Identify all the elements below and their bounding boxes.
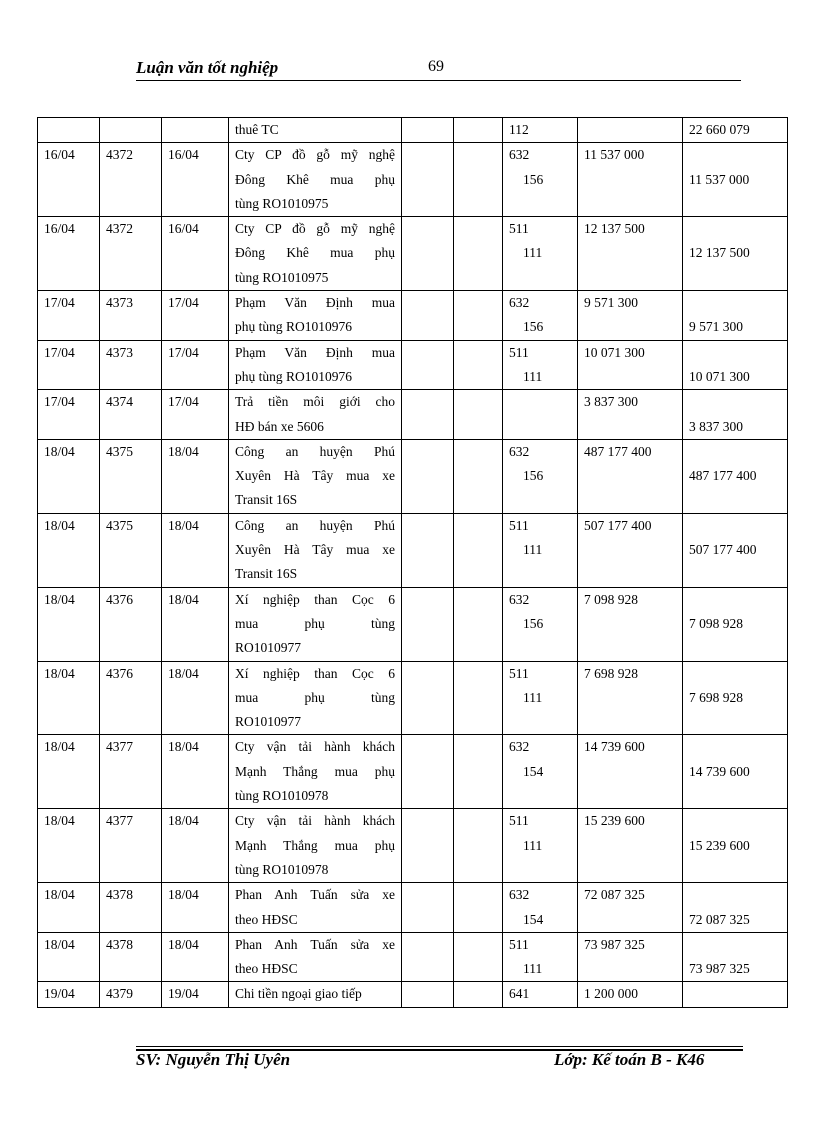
cell-voucher-date: 18/04 (162, 809, 229, 883)
table-row (38, 587, 788, 661)
cell-date (38, 118, 100, 143)
cell-blank-1 (402, 513, 454, 587)
cell-voucher-date (162, 118, 229, 143)
cell-date: 16/04 (38, 143, 100, 217)
amount-value (689, 982, 781, 1006)
amount-value: 9 571 300 (584, 295, 638, 311)
cell-date: 18/04 (38, 587, 100, 661)
description-line: tùng RO1010978 (235, 788, 329, 804)
cell-voucher-no: 4375 (100, 439, 162, 513)
description-line: Xuyên Hà Tây mua xe (235, 542, 395, 558)
cell-blank-1 (402, 390, 454, 440)
cell-description (229, 735, 402, 809)
amount-value (689, 883, 781, 907)
amount-value (584, 118, 676, 142)
description-line: Cty CP đồ gỗ mỹ nghệ (235, 221, 395, 237)
cell-description (229, 291, 402, 341)
description-line: Transit 16S (235, 566, 298, 582)
account-code: 111 (523, 368, 543, 384)
account-code: 111 (523, 542, 543, 558)
cell-amount-credit (683, 291, 788, 341)
cell-blank-1 (402, 439, 454, 513)
description-line: phụ tùng RO1010976 (235, 368, 353, 384)
cell-amount-credit (683, 390, 788, 440)
table-row (38, 118, 788, 143)
description-line: Trả tiền môi giới cho (235, 394, 395, 410)
cell-voucher-no (100, 118, 162, 143)
cell-account (503, 340, 578, 390)
cell-account (503, 291, 578, 341)
cell-description (229, 390, 402, 440)
account-code: 111 (523, 689, 543, 705)
cell-voucher-no: 4377 (100, 735, 162, 809)
cell-account (503, 661, 578, 735)
cell-amount-debit (578, 390, 683, 440)
cell-amount-credit (683, 217, 788, 291)
account-code: 156 (523, 468, 544, 484)
cell-amount-debit (578, 513, 683, 587)
amount-value: 7 098 928 (584, 591, 638, 607)
description-line: Xí nghiệp than Cọc 6 (235, 591, 395, 607)
ledger-body (38, 118, 788, 1008)
table-row (38, 982, 788, 1007)
cell-blank-2 (454, 587, 503, 661)
account-code: 111 (523, 961, 543, 977)
description-line: Mạnh Thắng mua phụ (235, 837, 395, 853)
cell-voucher-no: 4376 (100, 661, 162, 735)
cell-voucher-date: 19/04 (162, 982, 229, 1007)
cell-description (229, 439, 402, 513)
description-line: mua phụ tùng (235, 689, 395, 705)
table-row (38, 809, 788, 883)
amount-value: 7 698 928 (584, 665, 638, 681)
description-line: RO1010977 (235, 714, 302, 730)
description-line: HĐ bán xe 5606 (235, 418, 324, 434)
description-line: Xuyên Hà Tây mua xe (235, 468, 395, 484)
cell-amount-credit (683, 982, 788, 1007)
header-title: Luận văn tốt nghiệp (136, 58, 279, 77)
cell-amount-credit (683, 587, 788, 661)
table-row (38, 661, 788, 735)
amount-value (689, 143, 781, 167)
cell-voucher-no: 4374 (100, 390, 162, 440)
amount-value (689, 933, 781, 957)
description-line: tùng RO1010975 (235, 195, 329, 211)
account-code: 632 (509, 591, 530, 607)
cell-description (229, 340, 402, 390)
amount-value (689, 514, 781, 538)
cell-amount-debit (578, 587, 683, 661)
cell-description (229, 661, 402, 735)
cell-blank-1 (402, 587, 454, 661)
cell-amount-credit (683, 883, 788, 933)
amount-value: 12 137 500 (584, 221, 645, 237)
cell-voucher-no: 4377 (100, 809, 162, 883)
cell-blank-2 (454, 932, 503, 982)
amount-value: 3 837 300 (689, 418, 743, 434)
amount-value: 14 739 600 (689, 763, 750, 779)
table-row (38, 883, 788, 933)
table-row (38, 143, 788, 217)
cell-voucher-date: 18/04 (162, 661, 229, 735)
amount-value: 11 537 000 (689, 171, 750, 187)
amount-value: 9 571 300 (689, 319, 743, 335)
account-code: 112 (509, 122, 529, 137)
description-line: Cty vận tải hành khách (235, 813, 395, 829)
cell-date: 18/04 (38, 661, 100, 735)
cell-description (229, 587, 402, 661)
description-line: Cty vận tải hành khách (235, 739, 395, 755)
cell-voucher-date: 18/04 (162, 587, 229, 661)
description-line: Chi tiền ngoại giao tiếp (235, 986, 362, 1002)
amount-value: 11 537 000 (584, 147, 645, 163)
account-code: 156 (523, 615, 544, 631)
cell-amount-debit (578, 291, 683, 341)
cell-voucher-date: 18/04 (162, 439, 229, 513)
account-code: 111 (523, 837, 543, 853)
account-code: 154 (523, 763, 544, 779)
cell-blank-1 (402, 883, 454, 933)
cell-blank-1 (402, 982, 454, 1007)
description-line: phụ tùng RO1010976 (235, 319, 353, 335)
description-line: Mạnh Thắng mua phụ (235, 763, 395, 779)
cell-date: 18/04 (38, 513, 100, 587)
table-row (38, 217, 788, 291)
cell-amount-credit (683, 661, 788, 735)
amount-value: 7 698 928 (689, 689, 743, 705)
amount-value: 507 177 400 (584, 517, 652, 533)
cell-account (503, 118, 578, 143)
cell-account (503, 932, 578, 982)
description-line: Xí nghiệp than Cọc 6 (235, 665, 395, 681)
header-rule (136, 80, 741, 81)
cell-voucher-date: 17/04 (162, 291, 229, 341)
cell-voucher-date: 17/04 (162, 340, 229, 390)
table-row (38, 390, 788, 440)
cell-blank-1 (402, 143, 454, 217)
cell-description (229, 932, 402, 982)
cell-description (229, 143, 402, 217)
cell-voucher-no: 4373 (100, 340, 162, 390)
page-number: 69 (428, 58, 444, 75)
table-row (38, 291, 788, 341)
account-code: 632 (509, 887, 530, 903)
cell-description (229, 982, 402, 1007)
cell-amount-credit (683, 118, 788, 143)
cell-date: 17/04 (38, 291, 100, 341)
cell-amount-debit (578, 217, 683, 291)
cell-voucher-date: 18/04 (162, 735, 229, 809)
amount-value: 12 137 500 (689, 245, 750, 261)
account-code: 511 (509, 936, 529, 952)
cell-amount-debit (578, 735, 683, 809)
amount-value: 72 087 325 (584, 887, 645, 903)
cell-voucher-no: 4378 (100, 932, 162, 982)
cell-date: 18/04 (38, 883, 100, 933)
cell-voucher-no: 4376 (100, 587, 162, 661)
cell-date: 18/04 (38, 735, 100, 809)
amount-value: 7 098 928 (689, 615, 743, 631)
cell-voucher-date: 16/04 (162, 217, 229, 291)
table-row (38, 439, 788, 513)
amount-value: 3 837 300 (584, 394, 638, 410)
cell-account (503, 439, 578, 513)
account-code: 511 (509, 344, 529, 360)
cell-amount-debit (578, 439, 683, 513)
cell-account (503, 513, 578, 587)
cell-description (229, 883, 402, 933)
amount-value: 15 239 600 (689, 837, 750, 853)
account-code: 511 (509, 665, 529, 681)
description-line: mua phụ tùng (235, 615, 395, 631)
description-line: Phạm Văn Định mua (235, 344, 395, 360)
account-code: 632 (509, 147, 530, 163)
account-code: 632 (509, 443, 530, 459)
cell-amount-debit (578, 661, 683, 735)
cell-account (503, 587, 578, 661)
account-code: 632 (509, 739, 530, 755)
table-row (38, 932, 788, 982)
description-line: tùng RO1010975 (235, 269, 329, 285)
cell-blank-1 (402, 932, 454, 982)
cell-account (503, 143, 578, 217)
account-code: 111 (523, 245, 543, 261)
cell-amount-debit (578, 932, 683, 982)
cell-account (503, 390, 578, 440)
cell-blank-1 (402, 340, 454, 390)
table-row (38, 513, 788, 587)
description-line: thuê TC (235, 122, 279, 137)
cell-description (229, 513, 402, 587)
account-code: 511 (509, 221, 529, 237)
cell-blank-2 (454, 661, 503, 735)
description-line: RO1010977 (235, 640, 302, 656)
cell-date: 16/04 (38, 217, 100, 291)
amount-value: 73 987 325 (689, 961, 750, 977)
footer-rule (136, 1046, 743, 1047)
cell-voucher-no: 4373 (100, 291, 162, 341)
cell-date: 18/04 (38, 439, 100, 513)
cell-description (229, 217, 402, 291)
description-line: theo HĐSC (235, 911, 298, 927)
cell-amount-credit (683, 932, 788, 982)
amount-value (689, 735, 781, 759)
cell-voucher-date: 17/04 (162, 390, 229, 440)
amount-value (689, 440, 781, 464)
cell-blank-2 (454, 118, 503, 143)
amount-value (689, 217, 781, 241)
cell-voucher-no: 4372 (100, 143, 162, 217)
cell-amount-credit (683, 143, 788, 217)
cell-voucher-no: 4379 (100, 982, 162, 1007)
amount-value (689, 809, 781, 833)
account-code: 156 (523, 171, 544, 187)
description-line: theo HĐSC (235, 961, 298, 977)
description-line: Đông Khê mua phụ (235, 171, 395, 187)
cell-account (503, 982, 578, 1007)
amount-value (689, 341, 781, 365)
amount-value (689, 662, 781, 686)
cell-voucher-date: 18/04 (162, 513, 229, 587)
account-code: 511 (509, 813, 529, 829)
cell-blank-2 (454, 291, 503, 341)
cell-voucher-no: 4375 (100, 513, 162, 587)
cell-voucher-no: 4372 (100, 217, 162, 291)
table-row (38, 340, 788, 390)
amount-value: 1 200 000 (584, 986, 638, 1002)
amount-value: 10 071 300 (689, 368, 750, 384)
cell-amount-credit (683, 735, 788, 809)
table-row (38, 735, 788, 809)
amount-value: 73 987 325 (584, 936, 645, 952)
amount-value (689, 588, 781, 612)
cell-amount-credit (683, 513, 788, 587)
account-code: 156 (523, 319, 544, 335)
cell-date: 18/04 (38, 932, 100, 982)
account-code: 154 (523, 911, 544, 927)
cell-description (229, 118, 402, 143)
cell-amount-credit (683, 340, 788, 390)
cell-blank-2 (454, 735, 503, 809)
cell-voucher-date: 18/04 (162, 883, 229, 933)
description-line: Công an huyện Phú (235, 517, 395, 533)
cell-blank-2 (454, 143, 503, 217)
cell-date: 19/04 (38, 982, 100, 1007)
cell-amount-debit (578, 809, 683, 883)
cell-blank-2 (454, 390, 503, 440)
footer-student: SV: Nguyễn Thị Uyên (136, 1050, 291, 1069)
amount-value: 507 177 400 (689, 542, 757, 558)
cell-blank-1 (402, 661, 454, 735)
description-line: Cty CP đồ gỗ mỹ nghệ (235, 147, 395, 163)
footer-class: Lớp: Kế toán B - K46 (554, 1050, 705, 1069)
cell-blank-2 (454, 982, 503, 1007)
cell-blank-1 (402, 291, 454, 341)
cell-description (229, 809, 402, 883)
cell-amount-credit (683, 439, 788, 513)
cell-amount-debit (578, 883, 683, 933)
description-line: Phan Anh Tuấn sửa xe (235, 936, 395, 952)
cell-amount-debit (578, 982, 683, 1007)
amount-value: 22 660 079 (689, 122, 750, 137)
cell-blank-2 (454, 340, 503, 390)
description-line: tùng RO1010978 (235, 861, 329, 877)
cell-amount-debit (578, 340, 683, 390)
cell-blank-2 (454, 809, 503, 883)
cell-blank-1 (402, 118, 454, 143)
cell-blank-2 (454, 513, 503, 587)
cell-blank-2 (454, 217, 503, 291)
amount-value (689, 390, 781, 414)
cell-account (503, 809, 578, 883)
amount-value: 487 177 400 (584, 443, 652, 459)
amount-value: 10 071 300 (584, 344, 645, 360)
amount-value: 14 739 600 (584, 739, 645, 755)
cell-blank-1 (402, 217, 454, 291)
cell-blank-2 (454, 883, 503, 933)
cell-date: 17/04 (38, 390, 100, 440)
description-line: Phạm Văn Định mua (235, 295, 395, 311)
cell-voucher-date: 18/04 (162, 932, 229, 982)
account-code: 641 (509, 986, 530, 1002)
cell-blank-2 (454, 439, 503, 513)
description-line: Công an huyện Phú (235, 443, 395, 459)
cell-blank-1 (402, 809, 454, 883)
cell-blank-1 (402, 735, 454, 809)
cell-date: 17/04 (38, 340, 100, 390)
description-line: Đông Khê mua phụ (235, 245, 395, 261)
cell-amount-debit (578, 143, 683, 217)
amount-value: 72 087 325 (689, 911, 750, 927)
amount-value: 15 239 600 (584, 813, 645, 829)
amount-value: 487 177 400 (689, 468, 757, 484)
cell-account (503, 217, 578, 291)
cell-voucher-no: 4378 (100, 883, 162, 933)
ledger-table (37, 117, 788, 1008)
description-line: Phan Anh Tuấn sửa xe (235, 887, 395, 903)
cell-date: 18/04 (38, 809, 100, 883)
amount-value (689, 291, 781, 315)
cell-amount-credit (683, 809, 788, 883)
cell-account (503, 883, 578, 933)
cell-voucher-date: 16/04 (162, 143, 229, 217)
description-line: Transit 16S (235, 492, 298, 508)
account-code: 632 (509, 295, 530, 311)
account-code: 511 (509, 517, 529, 533)
cell-account (503, 735, 578, 809)
cell-amount-debit (578, 118, 683, 143)
